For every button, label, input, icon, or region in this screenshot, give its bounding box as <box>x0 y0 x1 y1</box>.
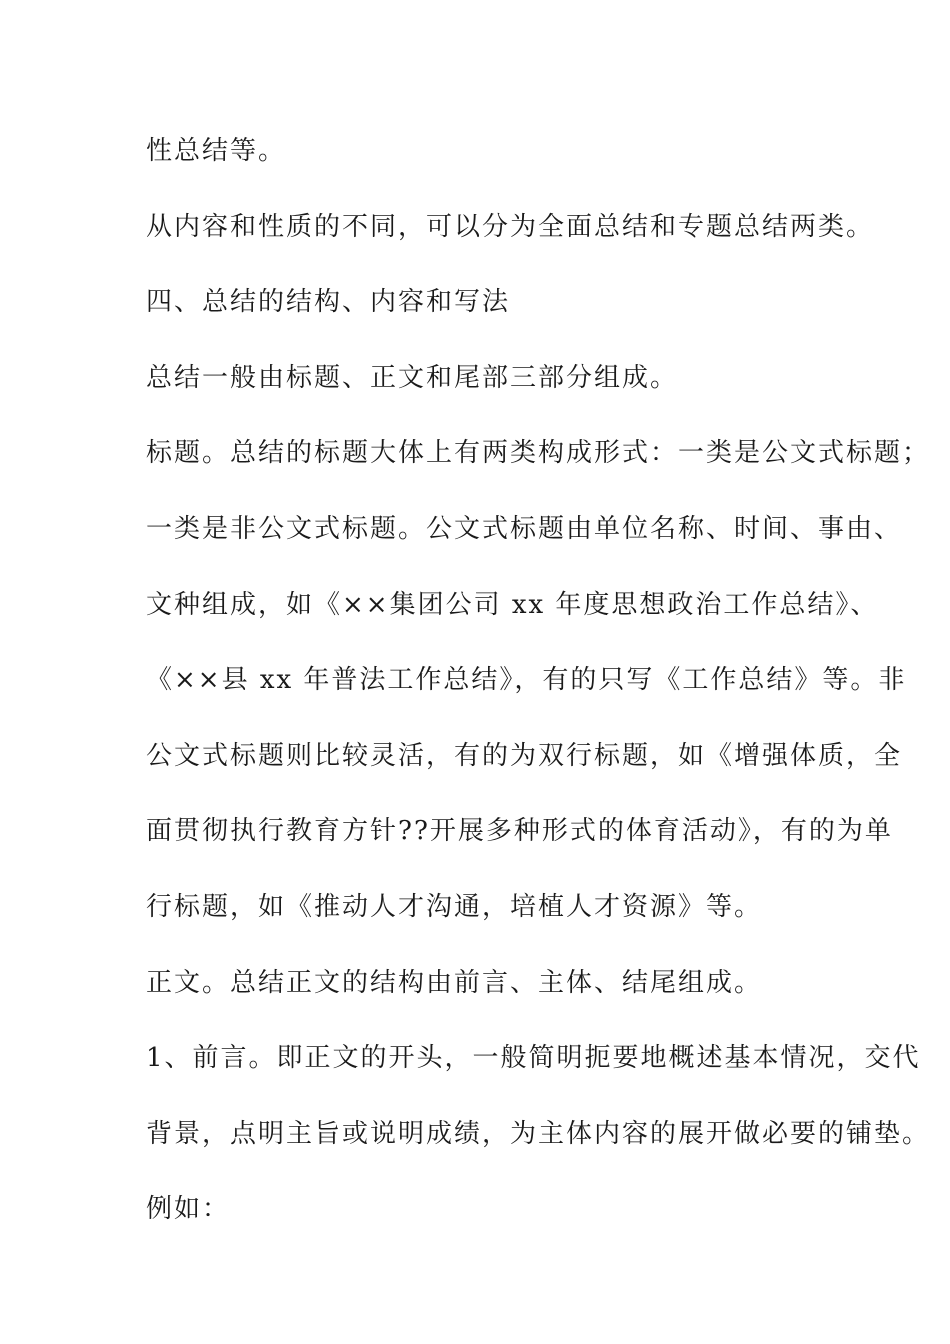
text-line: 文种组成，如《××集团公司 xx 年度思想政治工作总结》、 <box>146 589 879 620</box>
text-line: 《××县 xx 年普法工作总结》，有的只写《工作总结》等。非 <box>146 665 907 696</box>
text-line: 一类是非公文式标题。公文式标题由单位名称、时间、事由、 <box>146 513 903 544</box>
text-line: 1、前言。即正文的开头，一般简明扼要地概述基本情况，交代 <box>146 1043 921 1074</box>
text-line: 标题。总结的标题大体上有两类构成形式：一类是公文式标题； <box>146 438 931 469</box>
text-line: 公文式标题则比较灵活，有的为双行标题，如《增强体质，全 <box>146 740 903 771</box>
text-line: 面贯彻执行教育方针??开展多种形式的体育活动》，有的为单 <box>146 816 893 847</box>
text-line: 例如： <box>146 1194 231 1225</box>
text-line: 总结一般由标题、正文和尾部三部分组成。 <box>146 362 679 393</box>
document-body <box>146 131 931 1265</box>
text-line: 行标题，如《推动人才沟通，培植人才资源》等。 <box>146 891 763 922</box>
section-heading: 四、总结的结构、内容和写法 <box>146 287 511 318</box>
text-line: 正文。总结正文的结构由前言、主体、结尾组成。 <box>146 967 763 998</box>
text-line: 背景，点明主旨或说明成绩，为主体内容的展开做必要的铺垫。 <box>146 1118 931 1149</box>
text-line: 从内容和性质的不同，可以分为全面总结和专题总结两类。 <box>146 211 875 242</box>
text-line: 性总结等。 <box>146 136 287 166</box>
